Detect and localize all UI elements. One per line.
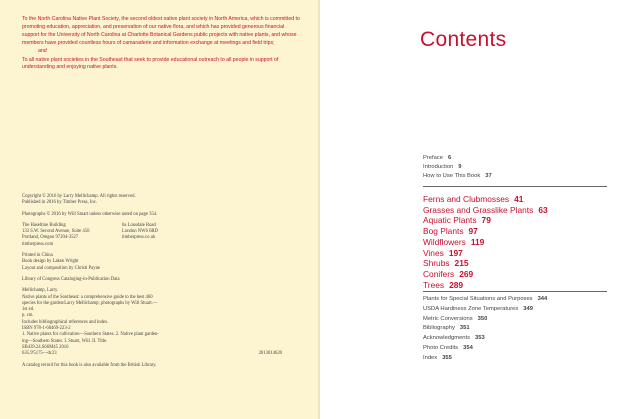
toc-label: Grasses and Grasslike Plants — [423, 204, 534, 215]
copyright-block — [22, 194, 302, 369]
toc-divider — [423, 186, 607, 187]
copyright-line: Copyright © 2016 by Larry Mellichamp. All rights reserved. — [22, 194, 136, 199]
dedication — [22, 16, 302, 72]
cip-line: 1. Native plants for cultivation—Southern States. 2. Native plant garden- — [22, 332, 159, 338]
toc-entry-vines[interactable] — [423, 248, 613, 259]
toc-label: Shrubs — [423, 258, 450, 269]
address-line: London NW6 6RD — [122, 229, 158, 235]
toc-divider — [423, 291, 607, 292]
cip-number: 2013014620 — [258, 351, 282, 357]
toc-label: Bibliography — [423, 325, 455, 332]
toc-label: Conifers — [423, 268, 455, 279]
toc-page-number: 351 — [459, 325, 470, 332]
toc-back-matter — [423, 295, 613, 364]
toc-entry-shrubs[interactable] — [423, 258, 613, 269]
toc-entry-trees[interactable] — [423, 280, 613, 291]
toc-label: Plants for Special Situations and Purposes — [423, 296, 533, 302]
toc-page-number: 355 — [442, 354, 452, 361]
toc-page-number: 289 — [449, 279, 464, 290]
toc-entry-acknowledgments[interactable] — [423, 334, 613, 344]
toc-front-matter — [423, 154, 613, 181]
toc-page-number: 79 — [481, 215, 491, 226]
cip-line: ing—Southern States. I. Stuart, Will. II. Title. — [22, 338, 108, 344]
toc-entry-photo-credits[interactable] — [423, 344, 613, 354]
photographs-credit: Photographs © 2016 by Will Stuart unless otherwise noted on page 354. — [22, 211, 158, 217]
toc-page-number: 6 — [447, 155, 452, 161]
toc-entry-hardiness-zones[interactable] — [423, 305, 613, 315]
book-design-credit: Book design by Laken Wright — [22, 259, 79, 265]
dedication-paragraph-1: To the North Carolina Native Plant Society, the second oldest native plant society in North America, which is committed to promoting education, appreciation, and preservation of our native flora, and which has provided generous financial support for the University of North Carolina at Charlotte Botanical Gardens public projects with native plants, and whose members have provided countless hours of camaraderie and information exchange at meetings and field trips; — [22, 16, 300, 46]
toc-label: Acknowledgments — [423, 335, 471, 342]
address-line: 6a Lonsdale Road — [122, 222, 156, 228]
toc-entry-special-situations[interactable] — [423, 295, 613, 305]
toc-page-number: 215 — [454, 258, 469, 269]
cip-line: 635.9'5175—dc23 — [22, 351, 57, 357]
toc-page-number: 9 — [458, 164, 462, 171]
address-line: timberpress.com — [22, 241, 54, 247]
toc-label: Vines — [423, 247, 444, 258]
dedication-paragraph-2: To all native plant societies in the Southeast that seek to provide educational outreach to all people in support of understanding and enjoying native plants. — [22, 56, 279, 71]
toc-label: Photo Credits — [423, 344, 459, 351]
toc-entry-index[interactable] — [423, 354, 613, 364]
toc-entry-introduction[interactable] — [423, 163, 613, 172]
cip-line: species for the garden/Larry Mellichamp; photographs by Will Stuart.— — [22, 300, 158, 306]
cip-line: p. cm. — [22, 313, 34, 319]
contents-page — [320, 0, 640, 419]
contents-title: Contents — [420, 28, 507, 51]
toc-entry-metric-conversions[interactable] — [423, 315, 613, 325]
address-line: 133 S.W. Second Avenue, Suite 450 — [22, 229, 90, 235]
toc-page-number: 41 — [514, 194, 524, 204]
toc-page-number: 97 — [468, 226, 478, 237]
layout-credit: Layout and composition by Christi Payne — [22, 265, 100, 271]
printed-in: Printed in China — [22, 253, 53, 259]
cip-line: ISBN 978-1-60469-223-2 — [22, 326, 71, 332]
toc-page-number: 350 — [477, 315, 488, 322]
cip-last-row — [22, 351, 302, 357]
publisher-addresses — [22, 223, 302, 248]
address-us — [22, 223, 122, 248]
address-line: The Haseltine Building — [22, 222, 66, 228]
toc-page-number: 353 — [475, 335, 485, 342]
toc-page-number: 37 — [485, 173, 492, 180]
toc-page-number: 119 — [470, 236, 485, 247]
toc-label: How to Use This Book — [423, 173, 481, 180]
toc-entry-bibliography[interactable] — [423, 324, 613, 334]
toc-page-number: 344 — [537, 296, 548, 302]
library-heading: Library of Congress Cataloging-in-Publication Data — [22, 276, 120, 282]
toc-entry-grasses[interactable] — [423, 205, 613, 216]
toc-label: Preface — [423, 155, 443, 161]
cip-line: Includes bibliographical references and index. — [22, 319, 109, 325]
toc-entry-preface[interactable] — [423, 154, 613, 163]
toc-label: Wildflowers — [423, 236, 466, 247]
toc-label: Index — [423, 354, 438, 361]
toc-label: Metric Conversions — [423, 315, 473, 322]
toc-page-number: 349 — [523, 305, 533, 312]
address-line: timberpress.co.uk — [122, 235, 156, 241]
toc-page-number: 197 — [448, 247, 463, 258]
toc-label: Trees — [423, 279, 445, 290]
toc-label: Ferns and Clubmosses — [423, 194, 510, 204]
toc-entry-conifers[interactable] — [423, 269, 613, 280]
toc-entry-aquatic-plants[interactable] — [423, 215, 613, 226]
toc-label: Introduction — [423, 164, 454, 171]
toc-label: Aquatic Plants — [423, 215, 477, 226]
toc-plant-chapters — [423, 194, 613, 290]
toc-entry-how-to-use[interactable] — [423, 172, 613, 181]
toc-page-number: 269 — [459, 268, 474, 279]
toc-entry-ferns[interactable] — [423, 194, 613, 205]
dedication-and: and — [38, 48, 47, 55]
toc-entry-wildflowers[interactable] — [423, 237, 613, 248]
publisher-line: Published in 2016 by Timber Press, Inc. — [22, 200, 98, 206]
toc-page-number: 63 — [538, 204, 548, 215]
toc-entry-bog-plants[interactable] — [423, 226, 613, 237]
toc-label: Bog Plants — [423, 226, 464, 237]
toc-page-number: 354 — [463, 344, 473, 351]
cip-line: 1st ed. — [22, 307, 35, 313]
catalog-record-note: A catalog record for this book is also available from the British Library. — [22, 362, 157, 368]
address-line: Portland, Oregon 97204-3527 — [22, 235, 79, 241]
toc-label: USDA Hardiness Zone Temperatures — [423, 305, 519, 312]
cip-line: SB439.24.S66M45 2016 — [22, 344, 69, 350]
cip-data — [22, 288, 302, 357]
address-uk — [122, 223, 222, 248]
cip-line: Native plants of the Southeast: a comprehensive guide to the best 460 — [22, 294, 153, 300]
cip-line: Mellichamp, Larry. — [22, 288, 59, 294]
